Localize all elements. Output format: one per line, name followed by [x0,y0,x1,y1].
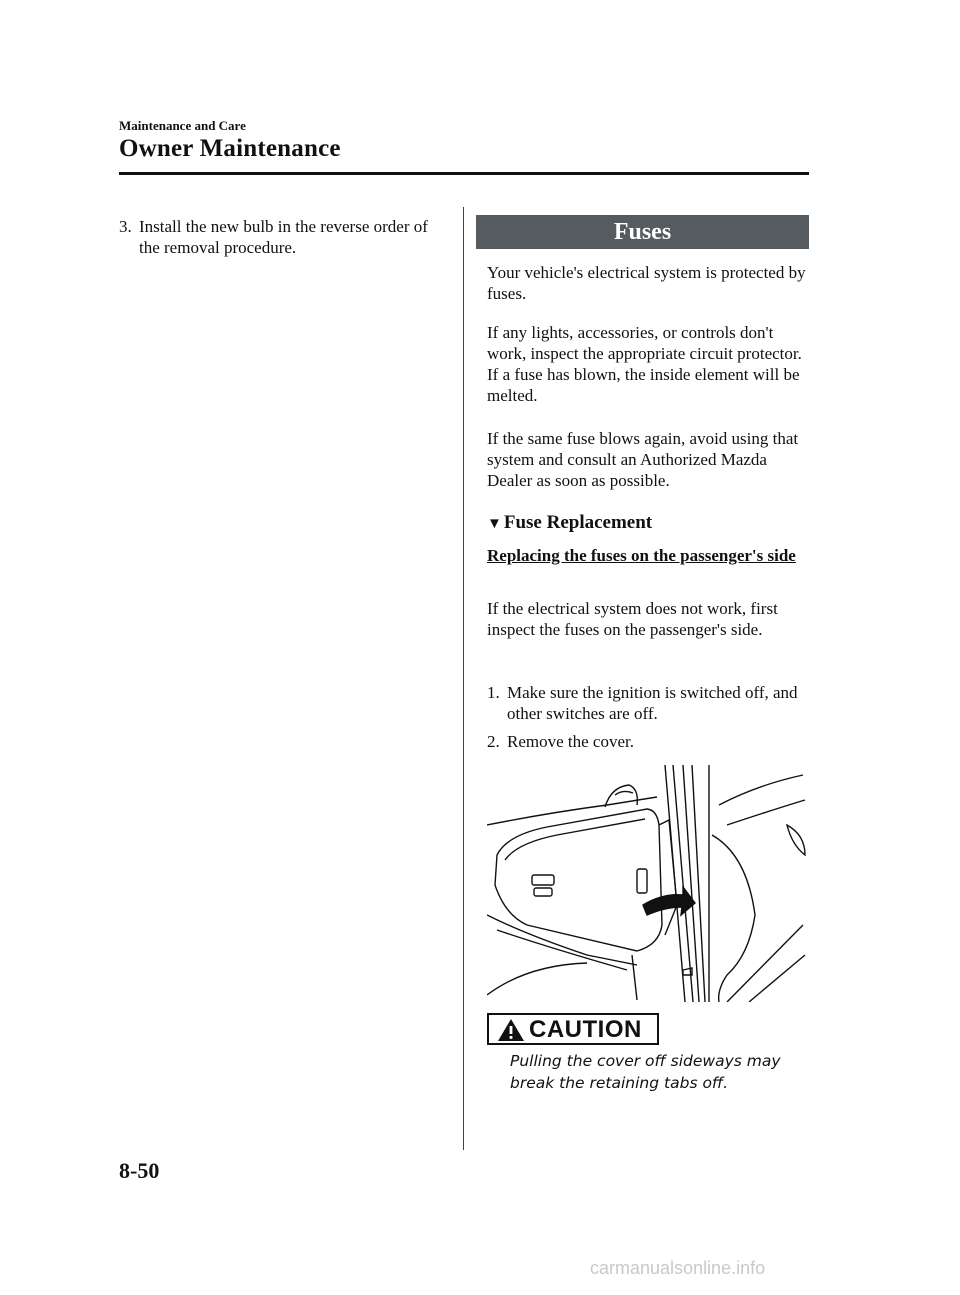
paragraph-intro: Your vehicle's electrical system is protected by fuses. [487,263,806,303]
subsection-heading [487,512,652,534]
step-text: Remove the cover. [507,732,634,751]
step-3 [119,216,449,258]
caution-label: CAUTION [529,1016,642,1043]
page-number: 8-50 [119,1158,160,1183]
paragraph-first-inspect: If the electrical system does not work, first inspect the fuses on the passenger's side. [487,599,778,639]
subsection-heading-text: Fuse Replacement [503,512,653,533]
caution-box [487,1013,659,1045]
column-divider [463,207,464,1150]
section-label: Maintenance and Care [119,118,246,133]
step-1 [487,682,807,724]
step-number: 1. [487,683,500,702]
warning-triangle-icon [496,1017,526,1043]
step-2 [487,731,807,752]
watermark: carmanualsonline.info [590,1258,766,1278]
page-title: Owner Maintenance [119,135,341,162]
triangle-marker-icon: ▼ [487,516,502,532]
step-number: 3. [119,217,132,236]
header-rule [119,172,809,175]
fuse-cover-illustration [487,765,807,1002]
paragraph-repeat: If the same fuse blows again, avoid using that system and consult an Authorized Mazda Dealer as soon as possible. [487,429,799,490]
fuses-banner: Fuses [476,215,809,249]
pull-arrow-icon [643,887,695,915]
paragraph-inspect: If any lights, accessories, or controls don't work, inspect the appropriate circuit protector. If a fuse has blown, the inside element will be melted. [487,323,802,405]
underlined-heading: Replacing the fuses on the passenger's side [487,546,796,565]
step-text: Make sure the ignition is switched off, and other switches are off. [507,683,798,723]
step-number: 2. [487,732,500,751]
step-text: Install the new bulb in the reverse order of the removal procedure. [139,217,428,257]
caution-text: Pulling the cover off sideways may break the retaining tabs off. [510,1052,781,1092]
